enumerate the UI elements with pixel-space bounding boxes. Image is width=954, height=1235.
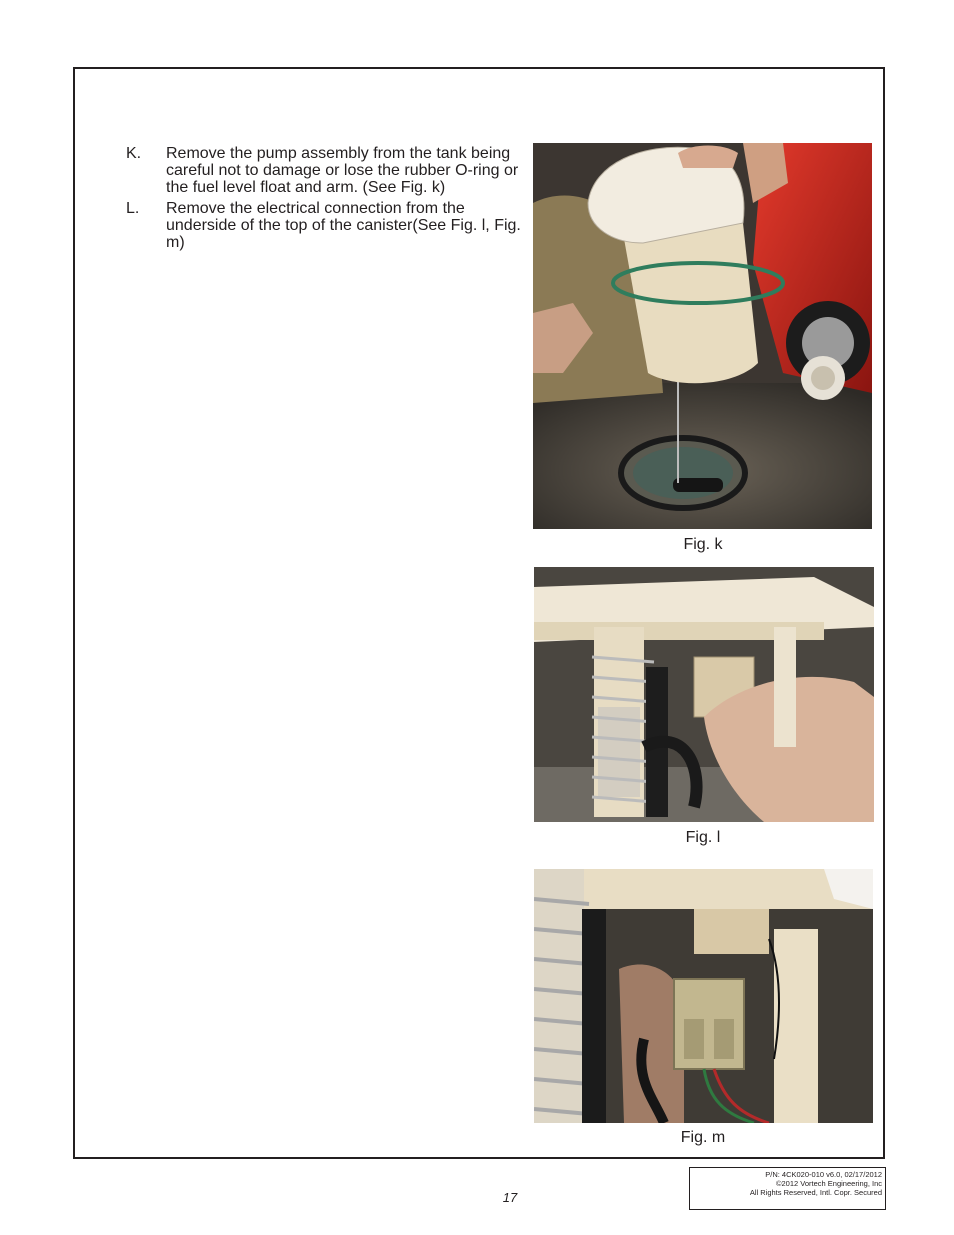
- step-k: [126, 145, 526, 196]
- figure-l-photo: [534, 567, 874, 822]
- figure-l-caption: Fig. l: [685, 829, 721, 846]
- step-text: Remove the electrical connection from the underside of the top of the canister(See Fig. l, Fig. m): [166, 200, 521, 251]
- step-text: Remove the pump assembly from the tank being careful not to damage or lose the rubber O-ring or the fuel level float and arm. (See Fig. k): [166, 145, 519, 196]
- figure-k-caption: Fig. k: [683, 536, 723, 553]
- part-number-box: [689, 1167, 886, 1210]
- instruction-list: [126, 145, 526, 255]
- copyright: ©2012 Vortech Engineering, Inc: [775, 1179, 882, 1188]
- step-letter: K.: [126, 145, 142, 162]
- figure-m-photo: [534, 869, 873, 1123]
- rights-notice: All Rights Reserved, Intl. Copr. Secured: [749, 1188, 882, 1197]
- step-letter: L.: [126, 200, 140, 217]
- figure-m-caption: Fig. m: [680, 1129, 726, 1146]
- step-l: [126, 200, 526, 251]
- part-number: P/N: 4CK020-010 v6.0, 02/17/2012: [765, 1170, 882, 1179]
- figure-k-photo: [533, 143, 872, 529]
- page-number: 17: [502, 1190, 518, 1205]
